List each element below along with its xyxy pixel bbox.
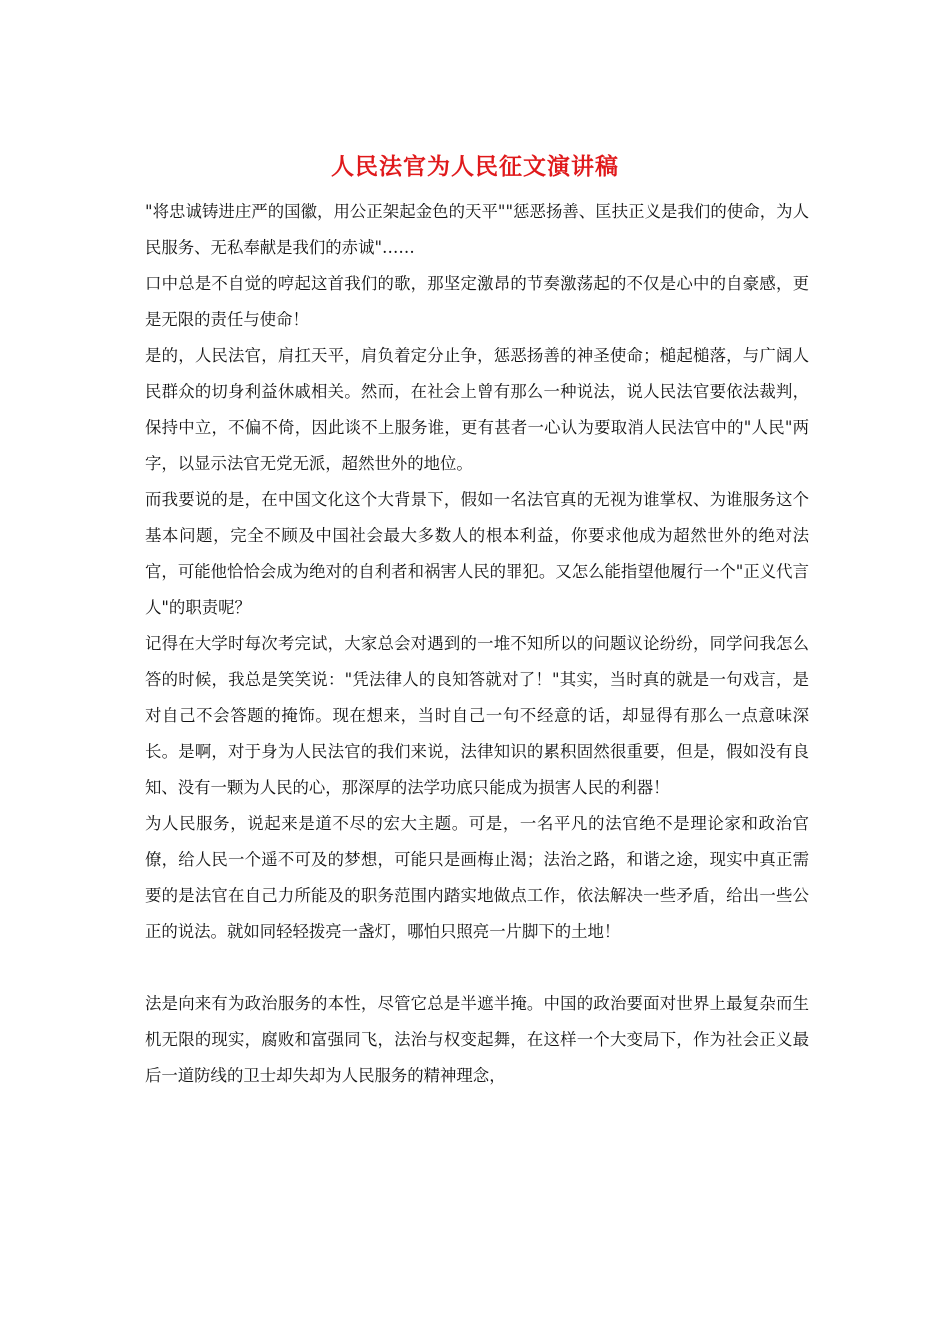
paragraph-5: 记得在大学时每次考完试，大家总会对遇到的一堆不知所以的问题议论纷纷，同学问我怎么答的时候，我总是笑笑说："凭法律人的良知答就对了！"其实，当时真的就是一句戏言，是对自己不会答题的掩饰。现在想来，当时自己一句不经意的话，却显得有那么一点意味深长。是啊，对于身为人民法官的我们来说，法律知识的累积固然很重要，但是，假如没有良知、没有一颗为人民的心，那深厚的法学功底只能成为损害人民的利器！ bbox=[145, 634, 809, 797]
paragraph-7: 法是向来有为政治服务的本性，尽管它总是半遮半掩。中国的政治要面对世界上最复杂而生机无限的现实，腐败和富强同飞，法治与权变起舞，在这样一个大变局下，作为社会正义最后一道防线的卫士却失却为人民服务的精神理念， bbox=[145, 994, 809, 1085]
document-body bbox=[145, 194, 809, 1094]
paragraph-3: 是的，人民法官，肩扛天平，肩负着定分止争，惩恶扬善的神圣使命；槌起槌落，与广阔人民群众的切身利益休戚相关。然而，在社会上曾有那么一种说法，说人民法官要依法裁判，保持中立，不偏不倚，因此谈不上服务谁，更有甚者一心认为要取消人民法官中的"人民"两字，以显示法官无党无派，超然世外的地位。 bbox=[145, 346, 809, 473]
document-title: 人民法官为人民征文演讲稿 bbox=[331, 153, 619, 180]
paragraph-1: "将忠诚铸进庄严的国徽，用公正架起金色的天平""惩恶扬善、匡扶正义是我们的使命，为人民服务、无私奉献是我们的赤诚"…… bbox=[145, 202, 809, 257]
paragraph-spacer bbox=[145, 950, 809, 986]
paragraph-6: 为人民服务，说起来是道不尽的宏大主题。可是，一名平凡的法官绝不是理论家和政治官僚，给人民一个遥不可及的梦想，可能只是画梅止渴；法治之路，和谐之途，现实中真正需要的是法官在自己力所能及的职务范围内踏实地做点工作，依法解决一些矛盾，给出一些公正的说法。就如同轻轻拨亮一盏灯，哪怕只照亮一片脚下的土地！ bbox=[145, 814, 809, 941]
paragraph-2: 口中总是不自觉的哼起这首我们的歌，那坚定激昂的节奏激荡起的不仅是心中的自豪感，更是无限的责任与使命！ bbox=[145, 274, 809, 329]
paragraph-4: 而我要说的是，在中国文化这个大背景下，假如一名法官真的无视为谁掌权、为谁服务这个基本问题，完全不顾及中国社会最大多数人的根本利益，你要求他成为超然世外的绝对法官，可能他恰恰会成为绝对的自利者和祸害人民的罪犯。又怎么能指望他履行一个"正义代言人"的职责呢？ bbox=[145, 490, 809, 617]
